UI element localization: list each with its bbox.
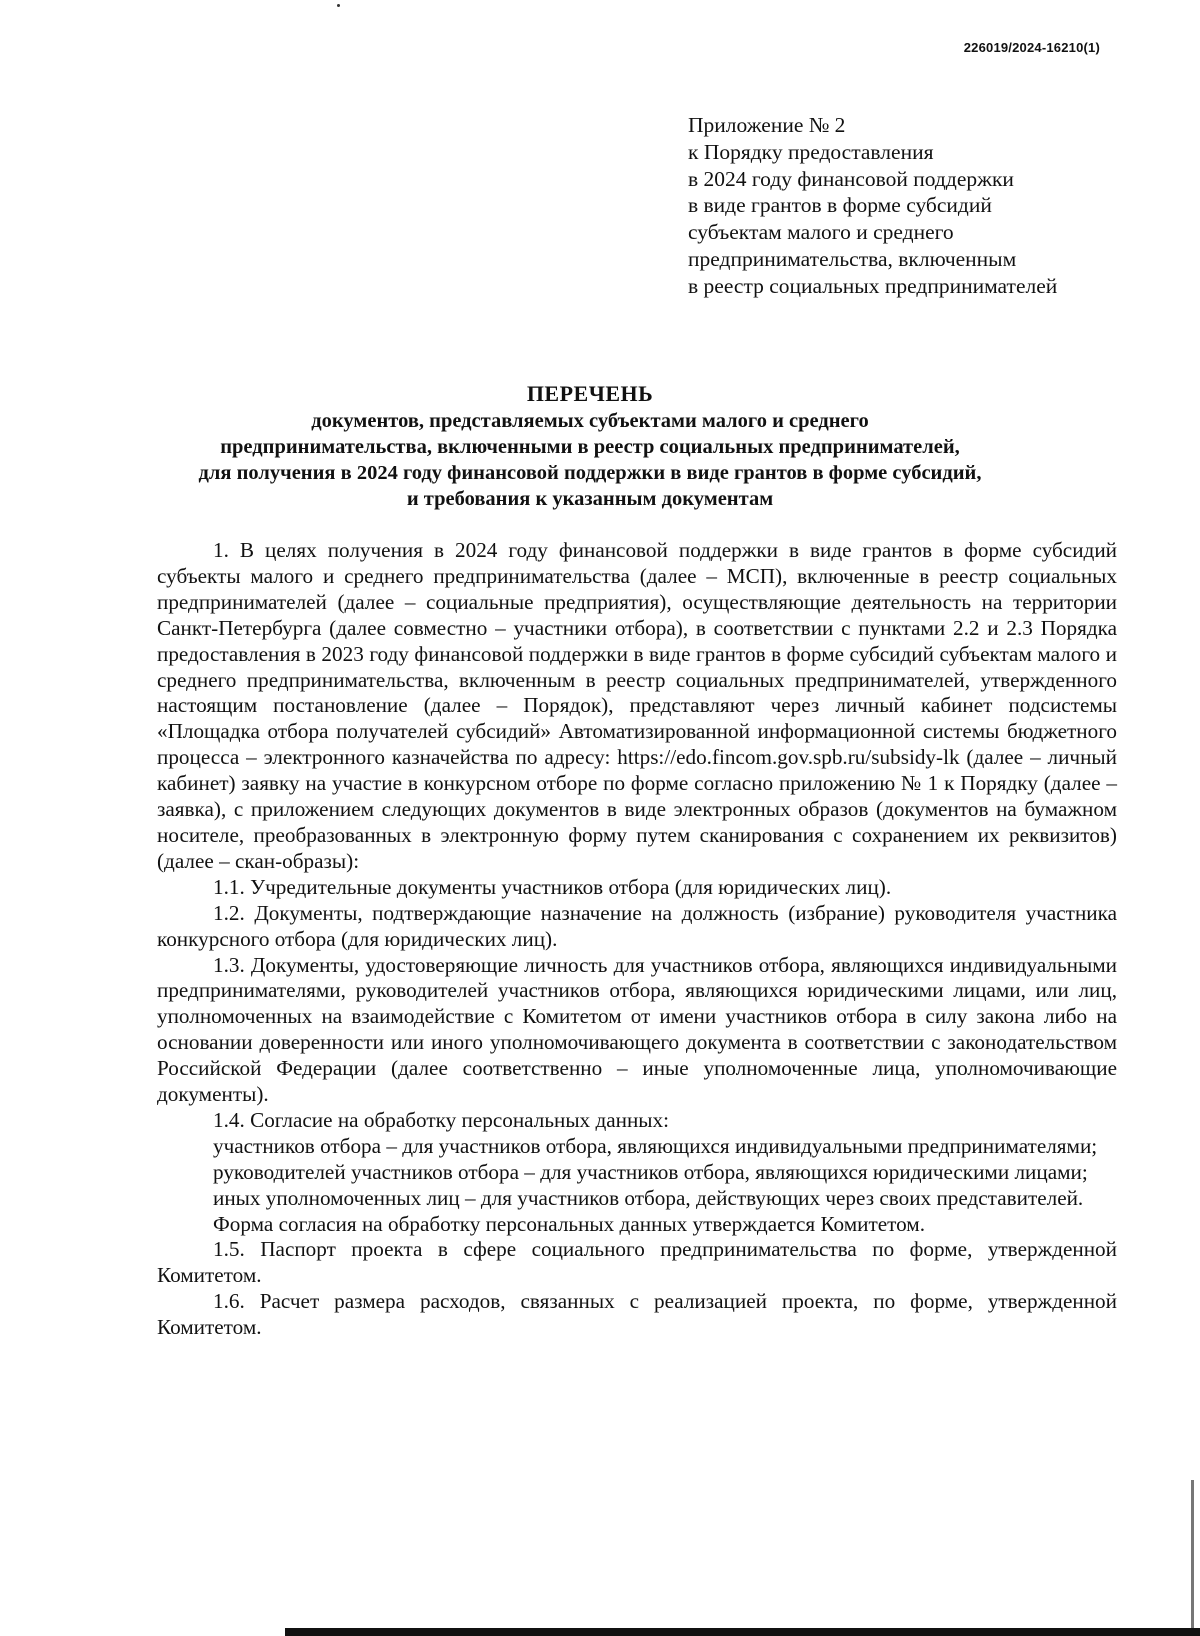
document-number: 226019/2024-16210(1) xyxy=(963,40,1100,55)
document-title-block xyxy=(80,380,1100,512)
consent-authorized-persons: иных уполномоченных лиц – для участников отбора, действующих через своих представителей. xyxy=(213,1185,1084,1210)
appendix-line: в реестр социальных предпринимателей xyxy=(688,273,1058,298)
paragraph-1-2: 1.2. Документы, подтверждающие назначение на должность (избрание) руководителя участника конкурсного отбора (для юридических лиц). xyxy=(157,900,1117,951)
document-body xyxy=(157,538,1117,1341)
appendix-line: к Порядку предоставления xyxy=(688,139,934,164)
appendix-line: в 2024 году финансовой поддержки xyxy=(688,166,1014,191)
scan-speck xyxy=(337,4,340,7)
consent-individual-entrepreneurs: участников отбора – для участников отбора, являющихся индивидуальными предпринимателями; xyxy=(213,1133,1098,1158)
appendix-line: субъектам малого и среднего xyxy=(688,220,954,245)
subtitle-line: для получения в 2024 году финансовой поддержки в виде грантов в форме субсидий, xyxy=(198,462,982,484)
subtitle-line: документов, представляемых субъектами малого и среднего xyxy=(311,410,869,432)
scan-bottom-edge xyxy=(285,1628,1200,1636)
subtitle-line: и требования к указанным документам xyxy=(406,488,774,510)
document-title: ПЕРЕЧЕНЬ xyxy=(526,381,654,406)
consent-legal-entity-heads: руководителей участников отбора – для участников отбора, являющихся юридическими лицами; xyxy=(213,1159,1088,1184)
scan-edge-mark xyxy=(1191,1480,1194,1630)
paragraph-1-4: 1.4. Согласие на обработку персональных данных: xyxy=(213,1107,670,1132)
subtitle-line: предпринимательства, включенными в реестр социальных предпринимателей, xyxy=(220,436,960,458)
paragraph-1-3: 1.3. Документы, удостоверяющие личность для участников отбора, являющихся индивидуальными предпринимателями, руководителей участников отбора, являющихся юридическими лицами, или лиц, уполномоченных на взаимодействие с Комитетом от имени участников отбора в силу закона либо на основании доверенности или иного уполномочивающего документа в соответствии с законодательством Российской Федерации (далее соответственно – иные уполномоченные лица, уполномочивающие документы). xyxy=(157,952,1117,1107)
appendix-reference xyxy=(688,112,1128,300)
paragraph-1-1: 1.1. Учредительные документы участников отбора (для юридических лиц). xyxy=(213,874,892,899)
paragraph-1-6: 1.6. Расчет размера расходов, связанных с реализацией проекта, по форме, утвержденной Комитетом. xyxy=(157,1289,1117,1340)
appendix-line: в виде грантов в форме субсидий xyxy=(688,193,992,218)
document-subtitle xyxy=(80,408,1100,512)
consent-form-note: Форма согласия на обработку персональных данных утверждается Комитетом. xyxy=(213,1211,926,1236)
appendix-line: Приложение № 2 xyxy=(688,113,846,137)
appendix-line: предпринимательства, включенным xyxy=(688,246,1017,271)
paragraph-1-5: 1.5. Паспорт проекта в сфере социального предпринимательства по форме, утвержденной Комитетом. xyxy=(157,1237,1117,1288)
paragraph-1: 1. В целях получения в 2024 году финансовой поддержки в виде грантов в форме субсидий субъекты малого и среднего предпринимательства (далее – МСП), включенные в реестр социальных предпринимателей (далее – социальные предприятия), осуществляющие деятельность на территории Санкт-Петербурга (далее совместно – участники отбора), в соответствии с пунктами 2.2 и 2.3 Порядка предоставления в 2023 году финансовой поддержки в виде грантов в форме субсидий субъектам малого и среднего предпринимательства, включенным в реестр социальных предпринимателей, утвержденного настоящим постановление (далее – Порядок), представляют через личный кабинет подсистемы «Площадка отбора получателей субсидий» Автоматизированной информационной системы бюджетного процесса – электронного казначейства по адресу: https://edo.fincom.gov.spb.ru/subsidy-lk (далее – личный кабинет) заявку на участие в конкурсном отборе по форме согласно приложению № 1 к Порядку (далее – заявка), с приложением следующих документов в виде электронных образов (документов на бумажном носителе, преобразованных в электронную форму путем сканирования с сохранением их реквизитов) (далее – скан-образы): xyxy=(157,538,1117,873)
